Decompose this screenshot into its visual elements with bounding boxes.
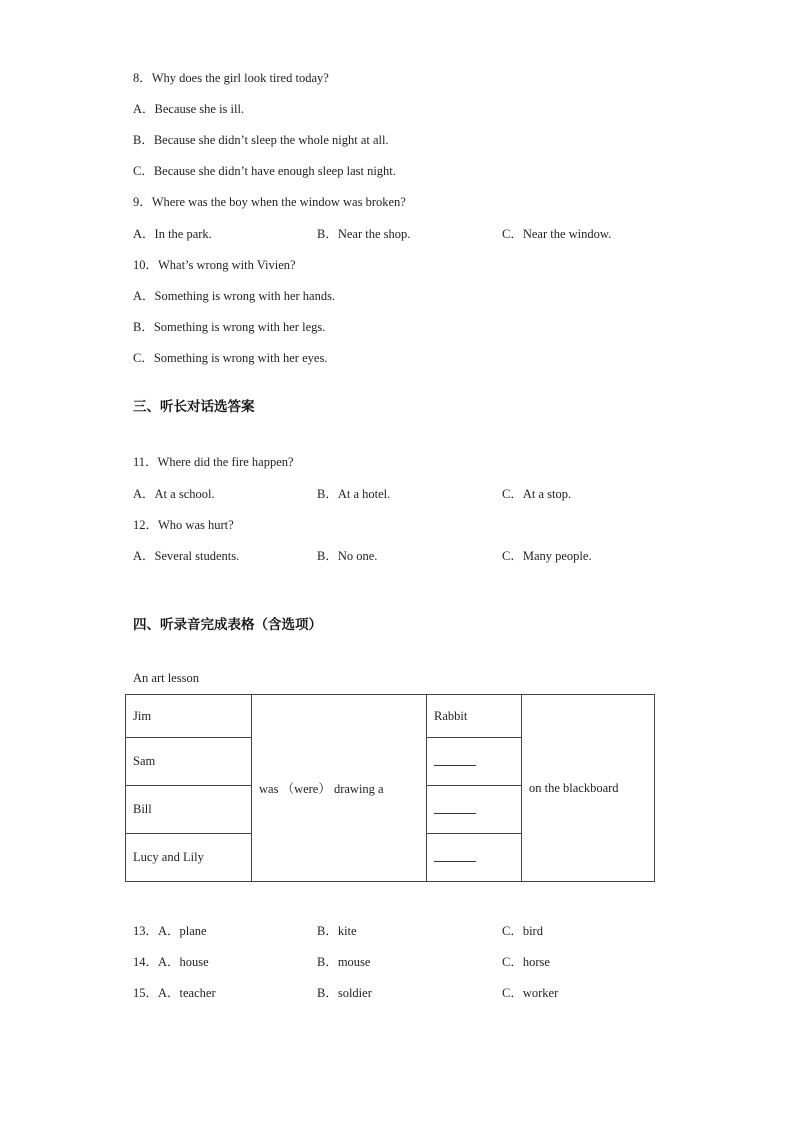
name-cell-jim: Jim — [126, 695, 252, 738]
section-3-heading: 三、听长对话选答案 — [133, 399, 255, 415]
art-lesson-table — [125, 694, 655, 882]
question-14-option-b: B．mouse — [317, 955, 371, 969]
question-8-option-b: B．Because she didn’t sleep the whole night at all. — [133, 133, 389, 147]
question-11-option-c: C．At a stop. — [502, 487, 572, 501]
name-cell-bill: Bill — [126, 786, 252, 834]
question-13-option-c: C．bird — [502, 924, 543, 938]
question-8-option-c: C．Because she didn’t have enough sleep last night. — [133, 164, 396, 178]
table-title: An art lesson — [133, 671, 199, 685]
question-12-option-b: B．No one. — [317, 549, 378, 563]
question-10-option-a: A．Something is wrong with her hands. — [133, 289, 336, 303]
question-15-option-b: B．soldier — [317, 986, 372, 1000]
question-8: 8．Why does the girl look tired today? — [133, 71, 329, 85]
blank-cell-14 — [427, 786, 522, 834]
question-13-option-b: B．kite — [317, 924, 357, 938]
item-cell-rabbit: Rabbit — [427, 695, 522, 738]
question-9-option-b: B．Near the shop. — [317, 227, 411, 241]
question-8-option-a: A．Because she is ill. — [133, 102, 245, 116]
question-10: 10．What’s wrong with Vivien? — [133, 258, 296, 272]
question-15-option-c: C．worker — [502, 986, 559, 1000]
question-15-option-a: 15．A．teacher — [133, 986, 216, 1000]
name-cell-sam: Sam — [126, 738, 252, 786]
question-14-option-a: 14．A．house — [133, 955, 209, 969]
question-10-option-c: C．Something is wrong with her eyes. — [133, 351, 328, 365]
question-10-option-b: B．Something is wrong with her legs. — [133, 320, 326, 334]
question-12-option-a: A．Several students. — [133, 549, 240, 563]
section-4-heading: 四、听录音完成表格（含选项） — [133, 617, 322, 633]
location-cell: on the blackboard — [522, 695, 655, 882]
question-12-option-c: C．Many people. — [502, 549, 592, 563]
question-11: 11．Where did the fire happen? — [133, 455, 294, 469]
question-12: 12．Who was hurt? — [133, 518, 234, 532]
name-cell-lucy-lily: Lucy and Lily — [126, 834, 252, 882]
answer-blank[interactable] — [434, 849, 476, 862]
question-14-option-c: C．horse — [502, 955, 550, 969]
verb-cell: was （were） drawing a — [252, 695, 427, 882]
question-9: 9．Where was the boy when the window was broken? — [133, 195, 406, 209]
blank-cell-13 — [427, 738, 522, 786]
blank-cell-15 — [427, 834, 522, 882]
question-13-option-a: 13．A．plane — [133, 924, 207, 938]
question-9-option-c: C．Near the window. — [502, 227, 612, 241]
question-11-option-a: A．At a school. — [133, 487, 215, 501]
question-11-option-b: B．At a hotel. — [317, 487, 391, 501]
question-9-option-a: A．In the park. — [133, 227, 212, 241]
answer-blank[interactable] — [434, 753, 476, 766]
answer-blank[interactable] — [434, 801, 476, 814]
